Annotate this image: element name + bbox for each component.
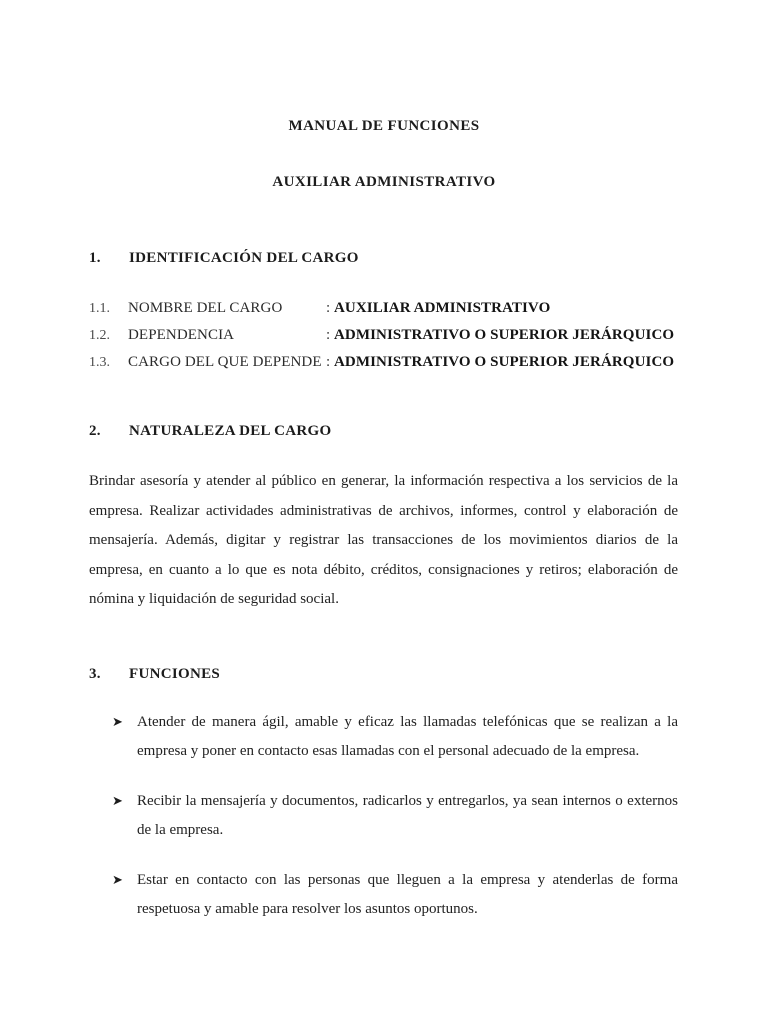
document-subtitle: AUXILIAR ADMINISTRATIVO (272, 174, 496, 190)
section-number: 3. (89, 665, 101, 682)
identification-row (89, 295, 679, 322)
arrow-bullet-icon: ➤ (112, 872, 123, 888)
identification-row-number: 1.2. (89, 328, 110, 343)
section-label: IDENTIFICACIÓN DEL CARGO (129, 250, 359, 266)
identification-row-number: 1.1. (89, 301, 110, 316)
identification-row (89, 322, 679, 349)
list-item-text: Atender de manera ágil, amable y eficaz las llamadas telefónicas que se realizan a la empresa y poner en contacto esas llamadas con el personal adecuado de la empresa. (137, 713, 678, 759)
section-label: FUNCIONES (129, 665, 221, 682)
section-heading-identification (89, 250, 679, 267)
identification-row-label: CARGO DEL QUE DEPENDE (128, 354, 322, 370)
list-item (112, 787, 678, 846)
list-item (112, 708, 678, 767)
identification-row-label: NOMBRE DEL CARGO (128, 300, 283, 316)
list-item-text: Estar en contacto con las personas que lleguen a la empresa y atenderlas de forma respetuosa y amable para resolver los asuntos oportunos. (137, 871, 678, 917)
identification-row-value: ADMINISTRATIVO O SUPERIOR JERÁRQUICO (334, 327, 675, 343)
identification-row (89, 349, 679, 376)
list-item (112, 866, 678, 925)
nature-paragraph: Brindar asesoría y atender al público en generar, la información respectiva a los servicios de la empresa. Realizar actividades administrativas de archivos, informes, control y elaboración de mensajería. Además, digitar y registrar las transacciones de los movimientos diarios de la empresa, en cuanto a lo que es nota débito, créditos, consignaciones y retiros; elaboración de nómina y liquidación de seguridad social. (89, 473, 678, 607)
identification-row-value: ADMINISTRATIVO O SUPERIOR JERÁRQUICO (334, 354, 675, 370)
identification-rows (89, 295, 679, 376)
identification-row-colon: : (326, 300, 331, 316)
section-label: NATURALEZA DEL CARGO (129, 423, 332, 439)
section-heading-functions (89, 666, 679, 683)
document-main-title: MANUAL DE FUNCIONES (288, 118, 480, 134)
identification-row-value: AUXILIAR ADMINISTRATIVO (334, 300, 551, 316)
section-number: 1. (89, 250, 101, 266)
section-number: 2. (89, 423, 101, 439)
identification-row-colon: : (326, 327, 331, 343)
identification-row-label: DEPENDENCIA (128, 327, 235, 343)
identification-row-colon: : (326, 354, 331, 370)
section-heading-nature (89, 423, 679, 440)
functions-list (89, 708, 679, 925)
arrow-bullet-icon: ➤ (112, 793, 123, 809)
document-content (89, 0, 679, 941)
identification-row-number: 1.3. (89, 355, 110, 370)
arrow-bullet-icon: ➤ (112, 714, 123, 730)
list-item-text: Recibir la mensajería y documentos, radicarlos y entregarlos, ya sean internos o externos de la empresa. (137, 792, 678, 838)
